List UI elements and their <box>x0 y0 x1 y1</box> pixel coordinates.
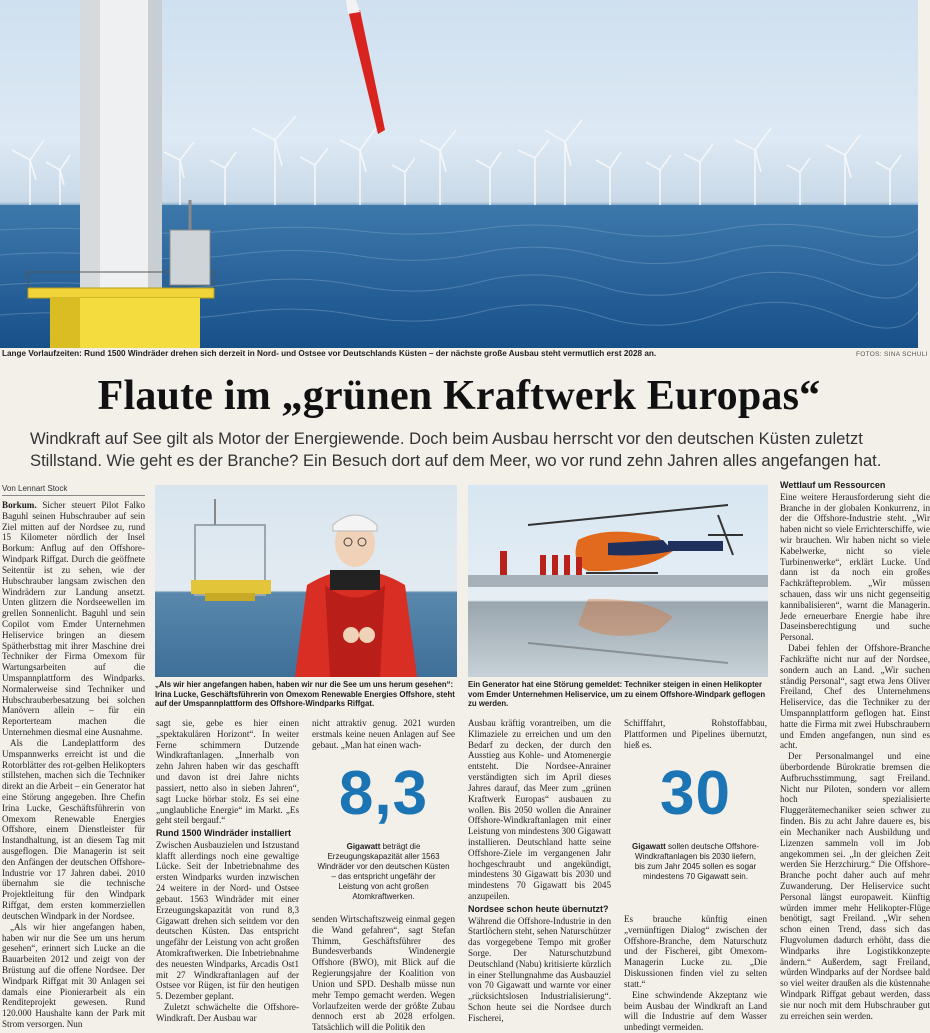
photo-helicopter-caption: Ein Generator hat eine Störung gemeldet: Techniker steigen in einen Helikopter vom Emder Unternehmen Heliservice, um zu einem Offshore-Windpark geflogen zu werden. <box>468 680 766 709</box>
column-6 <box>780 480 930 1024</box>
stat-number-8-3: 8,3 <box>338 759 429 828</box>
column-1 <box>2 500 145 1029</box>
photo-credit: FOTOS: SINA SCHULI <box>856 351 928 358</box>
woman-illustration <box>155 485 457 677</box>
col3-paragraph-1: nicht attraktiv genug. 2021 wurden erstmals keine neuen Anlagen auf See gebaut. „Man hat einen wach- <box>312 718 455 750</box>
col6-paragraph-2: Dabei fehlen der Offshore-Branche Fachkräfte nicht nur auf der Nordsee, sondern auch an Land. „Wir suchen ständig Personal“, sagt etwa Jens Oliver Freiland, Chef des Unternehmens Heliservice, das die Techniker zu der Umspannplattform geflogen hat. Einst hatte die Firma mit zwei Hubschraubern und Emden angefangen, nun sind es acht. <box>780 643 930 751</box>
byline: Von Lennart Stock <box>2 484 68 493</box>
subhead: Windkraft auf See gilt als Motor der Energiewende. Doch beim Ausbau herrscht vor den deutschen Küsten zuletzt Stillstand. Wie geht es der Branche? Ein Besuch dort auf dem Meer, wo vor rund zehn Jahren alles angefangen hat. <box>30 429 882 470</box>
subheading-windraeder: Rund 1500 Windräder installiert <box>156 828 291 839</box>
col1-paragraph-3: „Als wir hier angefangen haben, haben wir nur die See um uns herum gesehen“, erinnert sich Lucke an die Bauarbeiten 2012 und zeigt von der Brüstung auf die offene Nordsee. Der Windpark Riffgat mit 30 Anlagen sei damals eine Pionierarbeit als ein Renditeprojekt gewesen. Rund 120.000 Haushalte kann der Park mit Strom versorgen. Nun <box>2 921 145 1029</box>
hero-photo <box>0 0 918 348</box>
dateline: Borkum. <box>2 500 37 510</box>
col2-paragraph-1: sagt sie, gebe es hier einen „spektakulären Horizont“. In weiter Ferne schimmern Dutzende Windkraftanlagen. „Innerhalb von zehn Jahren haben wir das geschafft und davon ist drei Jahre nichts passiert, netto also in sieben Jahren“, sagt Lucke hörbar stolz. Es sei eine „unglaubliche Energie“ im Markt. „Es geht steil bergauf.“ <box>156 718 299 826</box>
col6-paragraph-3: Der Personalmangel und eine überbordende Bürokratie bremsen die Aufbruchsstimmung, sagt Freiland. Nicht nur Piloten, sondern vor allem hoch spezialisierte Fluggerätemechaniker seien schwer zu finden. Bis zu acht Jahre dauere es, bis ein Mechaniker nach Ausbildung und Lizenzen sammeln voll im Job angekommen sei. „In der gleichen Zeit werden Sie Herzchirurg.“ Die Offshore-Branche pocht daher auch auf mehr Zuwanderung. Der Heliservice sucht Personal längst europaweit. Künftig würden immer mehr Helikopter-Flüge benötigt, sagt Freiland. „Wir sehen schon einen Trend, dass sich das Flugvolumen dadurch erhöht, dass die Windparks ihre Logistikkonzepte ändern.“ Außerdem, sagt Freiland, würden Windparks auf der Nordsee bald so viel weiter draußen als die küstennahe Windpark Riffgat gebaut werden, dass sie nur noch mit dem Hubschrauber gut zu erreichen sein werden. <box>780 751 930 1021</box>
col1-paragraph-1: Sicher steuert Pilot Falko Baguhl seinen Hubschrauber auf sein Ziel mitten auf der Nordsee zu, rund 15 Kilometer nördlich der Insel Borkum: Anflug auf den Offshore-Windpark Riffgat. Durch die geöffnete Seitentür ist zu sehen, wie der Hubschrauber langsam zwischen den Windrädern zur Landung ansetzt. Unten glitzern die Nordseewellen im grellen Sonnenlicht. Baguhl und sein Copilot vom Emder Unternehmen Heliservice bringen an diesem Spätherbsttag mit ihrer Maschine drei Techniker der Firma Omexom für Wartungsarbeiten auf die Umspannplattform des Windparks. Normalerweise sind Techniker und Hubschrauberbesatzung bei solchen Manövern allein – für ein Reporterteam machen die Unternehmen diesmal eine Ausnahme. <box>2 500 145 738</box>
col6-paragraph-1: Eine weitere Herausforderung sieht die Branche in der globalen Konkurrenz, in der die Offshore-Industrie steht. „Wir haben nicht so viele Errichterschiffe, wie wir brauchen. Wir haben nicht so viele Kabelwerke, nicht so viele Turbinenwerke“, erklärt Lucke. Und dann ist da noch ein großes Fachkräfteproblem. „Wir müssen schauen, dass wir uns nicht gegenseitig kannibalisieren“, warnt die Managerin. Jede erneuerbare Energie habe ihre Daseinsberechtigung und suche Personal. <box>780 491 930 643</box>
column-2 <box>156 718 299 1024</box>
col5-paragraph-3: Eine schwindende Akzeptanz wie beim Ausbau der Windkraft an Land will die Industrie auf dem Wasser unbedingt vermeiden. <box>624 989 767 1033</box>
hero-caption: Lange Vorlaufzeiten: Rund 1500 Windräder drehen sich derzeit in Nord- und Ostsee vor Deutschlands Küsten – der nächste große Ausbau steht vermutlich erst 2028 an. <box>2 349 657 358</box>
col4-paragraph-2: Während die Offshore-Industrie in den Startlöchern steht, sehen Naturschützer das vorgegebene Tempo mit großer Sorge. Der Naturschutzbund Deutschland (Nabu) kritisierte kürzlich in einer Stellungnahme das Ausbauziel von 70 Gigawatt und warnte vor einer „rücksichtslosen Industrialisierung“. Schon heute sei die Nordsee durch Fischerei, <box>468 915 611 1023</box>
subheading-wettlauf: Wettlauf um Ressourcen <box>780 480 886 490</box>
column-3-bottom <box>312 914 455 1033</box>
helicopter-illustration <box>468 485 768 677</box>
col3-paragraph-2: senden Wirtschaftszweig einmal gegen die Wand gefahren“, sagt Stefan Thimm, Geschäftsführer des Bundesverbands Windenergie Offshore (BWO), mit Blick auf die Regierungsjahre der Koalition von Union und SPD. Deshalb müsse nun mehr Tempo gemacht werden. Wegen Vorlaufzeiten werde der größte Zubau dennoch erst ab 2028 erfolgen. Tatsächlich will die Politik den <box>312 914 455 1033</box>
offshore-windpark-illustration <box>0 0 918 348</box>
byline-rule <box>2 495 145 496</box>
col5-paragraph-2: Es brauche künftig einen „vernünftigen Dialog“ zwischen der Offshore-Branche, dem Naturschutz und der Fischerei, gibt Omexom-Managerin Lucke zu. „Die Diskussionen finden viel zu selten statt.“ <box>624 914 767 989</box>
stat-number-30: 30 <box>660 759 731 828</box>
column-5-top <box>624 718 767 758</box>
column-5-bottom <box>624 914 767 1033</box>
photo-woman-caption: „Als wir hier angefangen haben, haben wir nur die See um uns herum gesehen“: Irina Lucke, Geschäftsführerin von Omexom Renewable Energies Offshore, steht auf der Umspannplattform des Offshore-Windparks Riffgat. <box>155 680 455 709</box>
column-3-top <box>312 718 455 758</box>
col4-paragraph-1: Ausbau kräftig vorantreiben, um die Klimaziele zu erreichen und um den Bedarf zu decken, der durch den Ausstieg aus Kohle- und Atomenergie entsteht. Die Nordsee-Anrainer verständigten sich im April dieses Jahres darauf, das Meer zum „grünen Kraftwerk Europas“ ausbauen zu wollen. Bis 2050 wollen die Anrainer Offshore-Windkraftanlagen mit einer Leistung von mindestens 300 Gigawatt installieren. Deutschland hatte seine Offshore-Ziele im vergangenen Jahr hochgeschraubt und angekündigt, mindestens 30 Gigawatt bis 2030 und mindestens 70 Gigawatt bis 2045 anzupeilen. <box>468 718 611 901</box>
headline: Flaute im „grünen Kraftwerk Europas“ <box>97 373 821 419</box>
col2-paragraph-2: Zwischen Ausbauzielen und Istzustand klafft allerdings noch eine gewaltige Lücke. Seit der Inbetriebnahme des ersten Windparks wurden inzwischen 24 weitere in der Nord- und Ostsee gebaut. 1563 Windräder mit einer Erzeugungskapazität von rund 8,3 Gigawatt drehen sich seitdem vor den deutschen Küsten. Das entspricht ungefähr der Leistung von acht großen Atomkraftwerken. Die Inbetriebnahme des neuesten Windparks, Arcadis Ost1 mit 27 Windkraftanlagen auf der Ostsee vor Rügen, ist für den heutigen 5. Dezember geplant. <box>156 839 299 1002</box>
stat-caption-8-3: Gigawatt beträgt die Erzeugungskapazität aller 1563 Windräder vor den deutschen Küsten – das entspricht ungefähr der Leistung von acht großen Atomkraftwerken. <box>317 842 450 901</box>
col2-paragraph-3: Zuletzt schwächelte die Offshore-Windkraft. Der Ausbau war <box>156 1002 299 1023</box>
photo-irina-lucke <box>155 485 457 677</box>
col5-paragraph-1: Schifffahrt, Rohstoffabbau, Plattformen und Pipelines übernutzt, hieß es. <box>624 718 767 750</box>
col1-paragraph-2: Als die Landeplattform des Umspannwerks erreicht ist und die Rotorblätter des rot-gelben Helikopters stillstehen, machen sich die Techniker direkt an die Arbeit – ein Generator hat eine Störung angegeben. Ihre Chefin Irina Lucke, Geschäftsführerin von Omexom Renewable Energies Offshore, einem Dienstleister für Instandhaltung, ist an diesem Tag mit ausgeflogen. Die Managerin ist seit den Anfängen der deutschen Offshore-Industrie vor 17 Jahren dabei. 2010 übernahm sie die technische Projektleitung für den Windpark Riffgat, dem ersten kommerziellen deutschen Windpark in der Nordsee. <box>2 737 145 921</box>
stat-caption-30: Gigawatt sollen deutsche Offshore-Windkraftanlagen bis 2030 liefern, bis zum Jahr 2045 sollen es sogar mindestens 70 Gigawatt sein. <box>631 842 760 881</box>
subheading-nordsee: Nordsee schon heute übernutzt? <box>468 903 609 914</box>
photo-helicopter <box>468 485 768 677</box>
column-4 <box>468 718 611 1024</box>
